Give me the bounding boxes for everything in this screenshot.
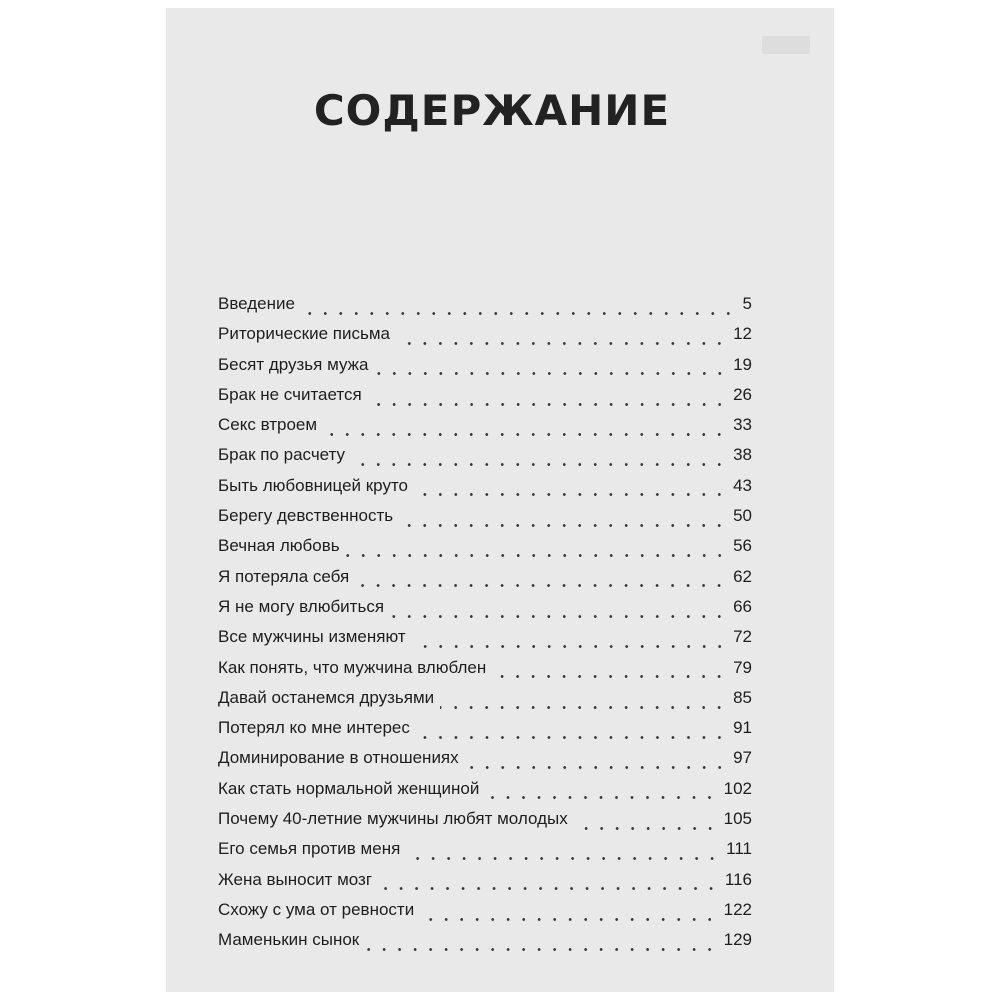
- toc-entry-title: Секс втроем: [218, 415, 318, 435]
- toc-entry-title: Бесят друзья мужа: [218, 354, 369, 374]
- toc-dot-leader: [323, 433, 727, 436]
- toc-dot-leader: [368, 403, 727, 406]
- toc-dot-leader: [414, 493, 727, 496]
- toc-entry: [218, 779, 752, 809]
- toc-entry: [218, 445, 752, 475]
- toc-entry-title: Его семья против меня: [218, 839, 401, 859]
- toc-entry-title: Быть любовницей круто: [218, 475, 408, 495]
- toc-dot-leader: [412, 645, 727, 648]
- toc-entry: [218, 506, 752, 536]
- toc-entry-page-number: 72: [733, 627, 752, 647]
- toc-entry: [218, 809, 752, 839]
- toc-entry-title: Я потеряла себя: [218, 566, 350, 586]
- toc-entry-page-number: 105: [723, 809, 752, 829]
- toc-entry-title: Как стать нормальной женщиной: [218, 778, 480, 798]
- toc-entry: [218, 627, 752, 657]
- toc-entry-title: Все мужчины изменяют: [218, 627, 406, 647]
- toc-dot-leader: [420, 918, 717, 921]
- toc-entry: [218, 476, 752, 506]
- toc-entry: [218, 567, 752, 597]
- toc-dot-leader: [396, 342, 727, 345]
- toc-entry-page-number: 33: [733, 415, 752, 435]
- toc-dot-leader: [355, 584, 727, 587]
- toc-entry: [218, 658, 752, 688]
- toc-entry-page-number: 19: [733, 354, 752, 374]
- toc-entry-title: Доминирование в отношениях: [218, 748, 459, 768]
- toc-entry-title: Берегу девственность: [218, 506, 394, 526]
- toc-entry-title: Введение: [218, 294, 295, 313]
- page-title: СОДЕРЖАНИЕ: [313, 86, 671, 135]
- toc-entry-page-number: 111: [726, 839, 752, 859]
- toc-entry-title: Давай останемся друзьями: [218, 687, 435, 707]
- toc-entry: [218, 748, 752, 778]
- toc-entry-page-number: 12: [733, 324, 752, 344]
- toc-dot-leader: [378, 887, 719, 890]
- toc-entry: [218, 324, 752, 354]
- toc-dot-leader: [574, 827, 718, 830]
- toc-entry-title: Потерял ко мне интерес: [218, 718, 410, 738]
- toc-entry-page-number: 97: [733, 748, 752, 768]
- toc-entry-title: Я не могу влюбиться: [218, 596, 385, 616]
- toc-entry-page-number: 116: [724, 869, 752, 889]
- toc-entry-title: Вечная любовь: [218, 536, 340, 556]
- toc-entry: [218, 688, 752, 718]
- toc-entry-page-number: 56: [733, 536, 752, 556]
- toc-entry-title: Почему 40-летние мужчины любят молодых: [218, 809, 568, 829]
- toc-dot-leader: [346, 554, 727, 557]
- toc-entry-title: Схожу с ума от ревности: [218, 899, 415, 919]
- toc-entry: [218, 718, 752, 748]
- toc-entry-page-number: 79: [733, 657, 752, 677]
- toc-entry-page-number: 5: [742, 294, 752, 313]
- toc-dot-leader: [365, 948, 717, 951]
- toc-entry-title: Жена выносит мозг: [218, 869, 373, 889]
- toc-entry: [218, 415, 752, 445]
- toc-dot-leader: [465, 766, 727, 769]
- toc-dot-leader: [351, 463, 727, 466]
- toc-entry-page-number: 129: [723, 930, 752, 950]
- toc-dot-leader: [492, 675, 727, 678]
- toc-dot-leader: [399, 524, 727, 527]
- toc-dot-leader: [485, 796, 717, 799]
- toc-entry: [218, 839, 752, 869]
- toc-entry-page-number: 91: [733, 718, 752, 738]
- table-of-contents: [218, 294, 752, 961]
- toc-entry: [218, 385, 752, 415]
- toc-entry-title: Как понять, что мужчина влюблен: [218, 657, 487, 677]
- toc-entry: [218, 536, 752, 566]
- toc-dot-leader: [301, 312, 736, 315]
- toc-entry: [218, 900, 752, 930]
- toc-entry-page-number: 102: [723, 778, 752, 798]
- toc-entry-title: Маменькин сынок: [218, 930, 360, 950]
- toc-entry-page-number: 38: [733, 445, 752, 465]
- toc-dot-leader: [390, 615, 727, 618]
- toc-entry: [218, 930, 752, 960]
- toc-entry-page-number: 85: [733, 687, 752, 707]
- toc-entry: [218, 355, 752, 385]
- book-page: [166, 8, 834, 992]
- toc-dot-leader: [416, 736, 727, 739]
- toc-entry-page-number: 66: [733, 596, 752, 616]
- toc-entry-title: Брак по расчету: [218, 445, 346, 465]
- toc-entry: [218, 597, 752, 627]
- toc-entry-page-number: 43: [733, 475, 752, 495]
- toc-entry-page-number: 50: [733, 506, 752, 526]
- toc-entry-title: Брак не считается: [218, 384, 362, 404]
- toc-dot-leader: [440, 706, 727, 709]
- toc-entry: [218, 870, 752, 900]
- toc-dot-leader: [406, 857, 720, 860]
- toc-entry-title: Риторические письма: [218, 324, 390, 344]
- toc-entry: [218, 294, 752, 324]
- toc-entry-page-number: 122: [723, 899, 752, 919]
- toc-entry-page-number: 62: [733, 566, 752, 586]
- toc-dot-leader: [375, 372, 728, 375]
- toc-entry-page-number: 26: [733, 384, 752, 404]
- bleed-through-tab: [762, 36, 810, 54]
